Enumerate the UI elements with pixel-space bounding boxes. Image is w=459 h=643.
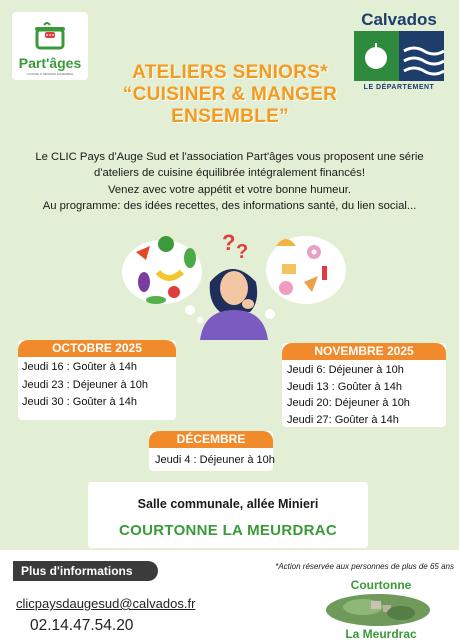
woman-hand xyxy=(242,299,254,309)
avocado-icon xyxy=(184,248,196,268)
age-note: *Action réservée aux personnes de plus de 65 ans xyxy=(275,562,454,571)
contact-email-link[interactable]: clicpaysdaugesud@calvados.fr xyxy=(16,596,196,611)
venue-hall: Salle communale, allée Minieri xyxy=(137,497,319,511)
date-item: Jeudi 13 : Goûter à 14h xyxy=(287,380,402,393)
venue-town: COURTONNE LA MEURDRAC xyxy=(119,522,337,539)
village-logo-top-text: Courtonne xyxy=(350,578,412,592)
tomato-icon xyxy=(168,286,180,298)
title-line-2: “CUISINER & MANGER xyxy=(122,84,338,105)
partages-logo xyxy=(12,12,88,80)
contact-phone: 02.14.47.54.20 xyxy=(30,617,134,634)
intro-line-4: Au programme: des idées recettes, des informations santé, du lien social... xyxy=(42,199,417,212)
broccoli-icon xyxy=(158,236,174,252)
cake-icon xyxy=(282,264,296,274)
title-line-3: ENSEMBLE” xyxy=(171,106,289,127)
decembre-dates xyxy=(155,452,275,470)
date-item: Jeudi 20: Déjeuner à 10h xyxy=(287,397,410,409)
village-logo-bottom-text: La Meurdrac xyxy=(345,627,417,641)
intro-line-3: Venez avec votre appétit et votre bonne humeur. xyxy=(107,183,352,196)
woman-thinking-food-illustration xyxy=(118,222,346,340)
partages-tagline: CUISINE & SENIORS ENSEMBLE xyxy=(26,72,74,76)
more-info-label: Plus d'informations xyxy=(13,561,158,581)
question-mark-icon: ? xyxy=(222,230,236,255)
octobre-dates xyxy=(22,359,148,412)
cupcake-icon xyxy=(279,281,293,295)
calvados-emblem-icon xyxy=(354,31,444,81)
title-line-1: ATELIERS SENIORS* xyxy=(132,62,328,83)
date-item: Jeudi 6: Déjeuner à 10h xyxy=(287,364,404,376)
date-item: Jeudi 27: Goûter à 14h xyxy=(287,413,399,426)
cooking-pot-icon xyxy=(34,18,66,52)
page-title xyxy=(95,62,365,128)
date-item: Jeudi 4 : Déjeuner à 10h xyxy=(155,454,275,466)
date-item: Jeudi 30 : Goûter à 14h xyxy=(22,396,137,408)
intro-line-1: Le CLIC Pays d'Auge Sud et l'association Part'âges vous proposent une série xyxy=(35,151,424,163)
question-mark-icon: ? xyxy=(236,241,249,263)
novembre-header: NOVEMBRE 2025 xyxy=(282,343,446,360)
village-aerial-photo xyxy=(323,593,433,627)
intro-text xyxy=(14,149,445,214)
date-item: Jeudi 23 : Déjeuner à 10h xyxy=(22,378,148,391)
calvados-name: Calvados xyxy=(361,10,437,29)
woman-sweater xyxy=(200,310,268,340)
woman-face xyxy=(220,271,248,305)
decembre-header: DÉCEMBRE xyxy=(149,431,273,448)
cucumber-icon xyxy=(146,296,166,304)
partages-brand-name: Part'âges xyxy=(18,55,82,71)
date-item: Jeudi 16 : Goûter à 14h xyxy=(22,361,137,373)
eggplant-icon xyxy=(138,272,150,292)
calvados-department: LE DÉPARTEMENT xyxy=(363,84,435,91)
novembre-dates xyxy=(287,362,410,428)
intro-line-2: d'ateliers de cuisine équilibrée intégralement financés! xyxy=(94,167,365,180)
ice-cream-icon xyxy=(322,266,327,280)
octobre-header: OCTOBRE 2025 xyxy=(18,340,176,357)
